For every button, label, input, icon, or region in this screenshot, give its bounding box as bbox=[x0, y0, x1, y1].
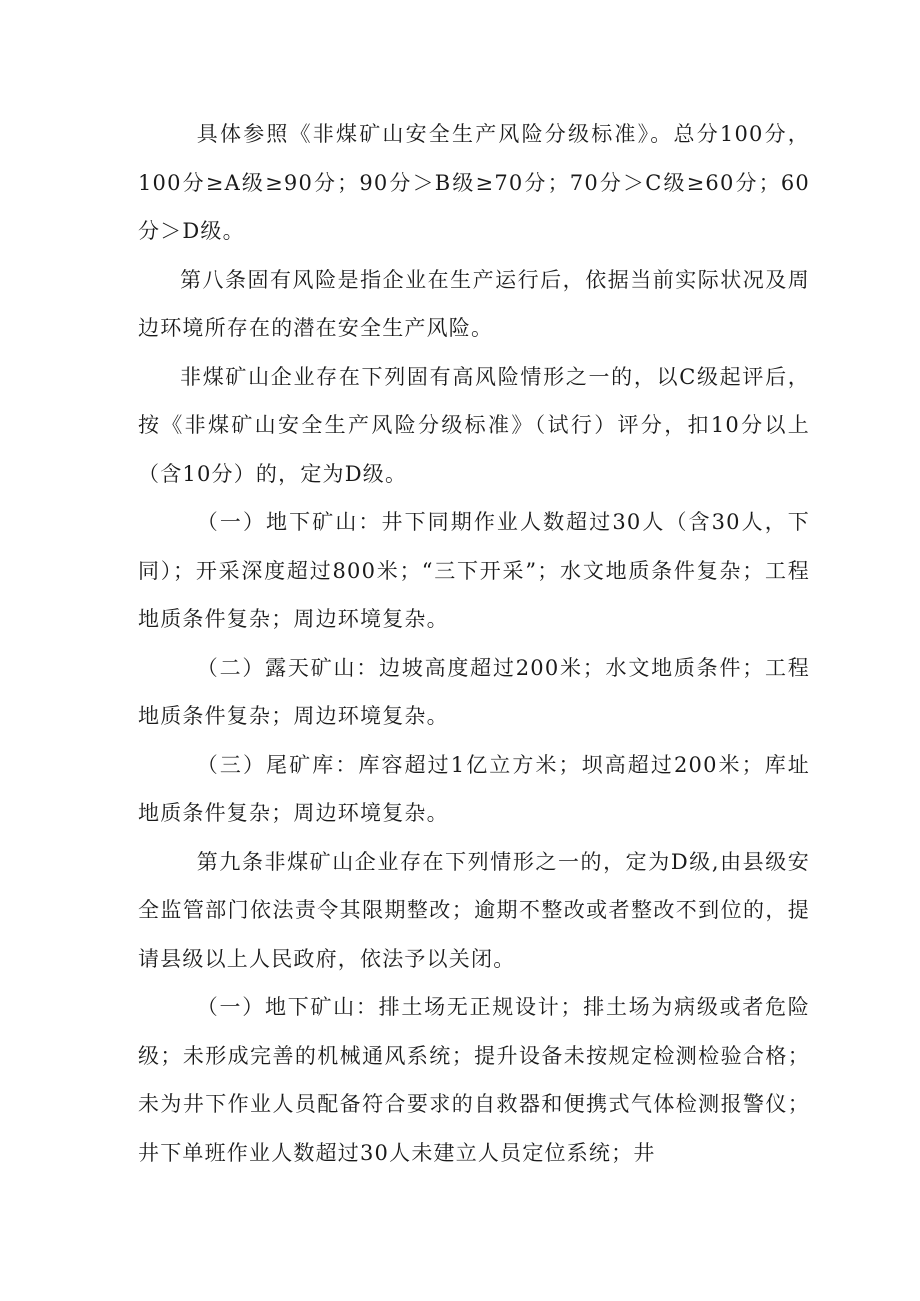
paragraph-open-pit-mine: （二）露天矿山：边坡高度超过200米；水文地质条件；工程地质条件复杂；周边环境复杂。 bbox=[138, 655, 810, 728]
paragraph-underground-mine-d-level: （一）地下矿山：排土场无正规设计；排土场为病级或者危险级；未形成完善的机械通风系统；提升设备未按规定检测检验合格；未为井下作业人员配备符合要求的自救器和便携式气体检测报警仪；井下单班作业人数超过30人未建立人员定位系统；井 bbox=[138, 995, 810, 1165]
document-body bbox=[138, 110, 810, 1177]
paragraph-grading-standard: 具体参照《非煤矿山安全生产风险分级标准》。总分100分，100分≥A级≥90分；90分＞B级≥70分；70分＞C级≥60分；60分＞D级。 bbox=[138, 122, 810, 243]
paragraph-article-8: 第八条固有风险是指企业在生产运行后，依据当前实际状况及周边环境所存在的潜在安全生产风险。 bbox=[138, 267, 810, 340]
paragraph-tailings-pond: （三）尾矿库：库容超过1亿立方米；坝高超过200米；库址地质条件复杂；周边环境复杂。 bbox=[138, 752, 810, 825]
paragraph-article-9: 第九条非煤矿山企业存在下列情形之一的，定为D级,由县级安全监管部门依法责令其限期整改；逾期不整改或者整改不到位的，提请县级以上人民政府，依法予以关闭。 bbox=[138, 849, 810, 971]
paragraph-high-risk-conditions: 非煤矿山企业存在下列固有高风险情形之一的，以C级起评后，按《非煤矿山安全生产风险分级标准》（试行）评分，扣10分以上（含10分）的，定为D级。 bbox=[138, 364, 810, 486]
paragraph-underground-mine: （一）地下矿山：井下同期作业人数超过30人（含30人，下同）；开采深度超过800米；“三下开采”；水文地质条件复杂；工程地质条件复杂；周边环境复杂。 bbox=[138, 510, 810, 631]
